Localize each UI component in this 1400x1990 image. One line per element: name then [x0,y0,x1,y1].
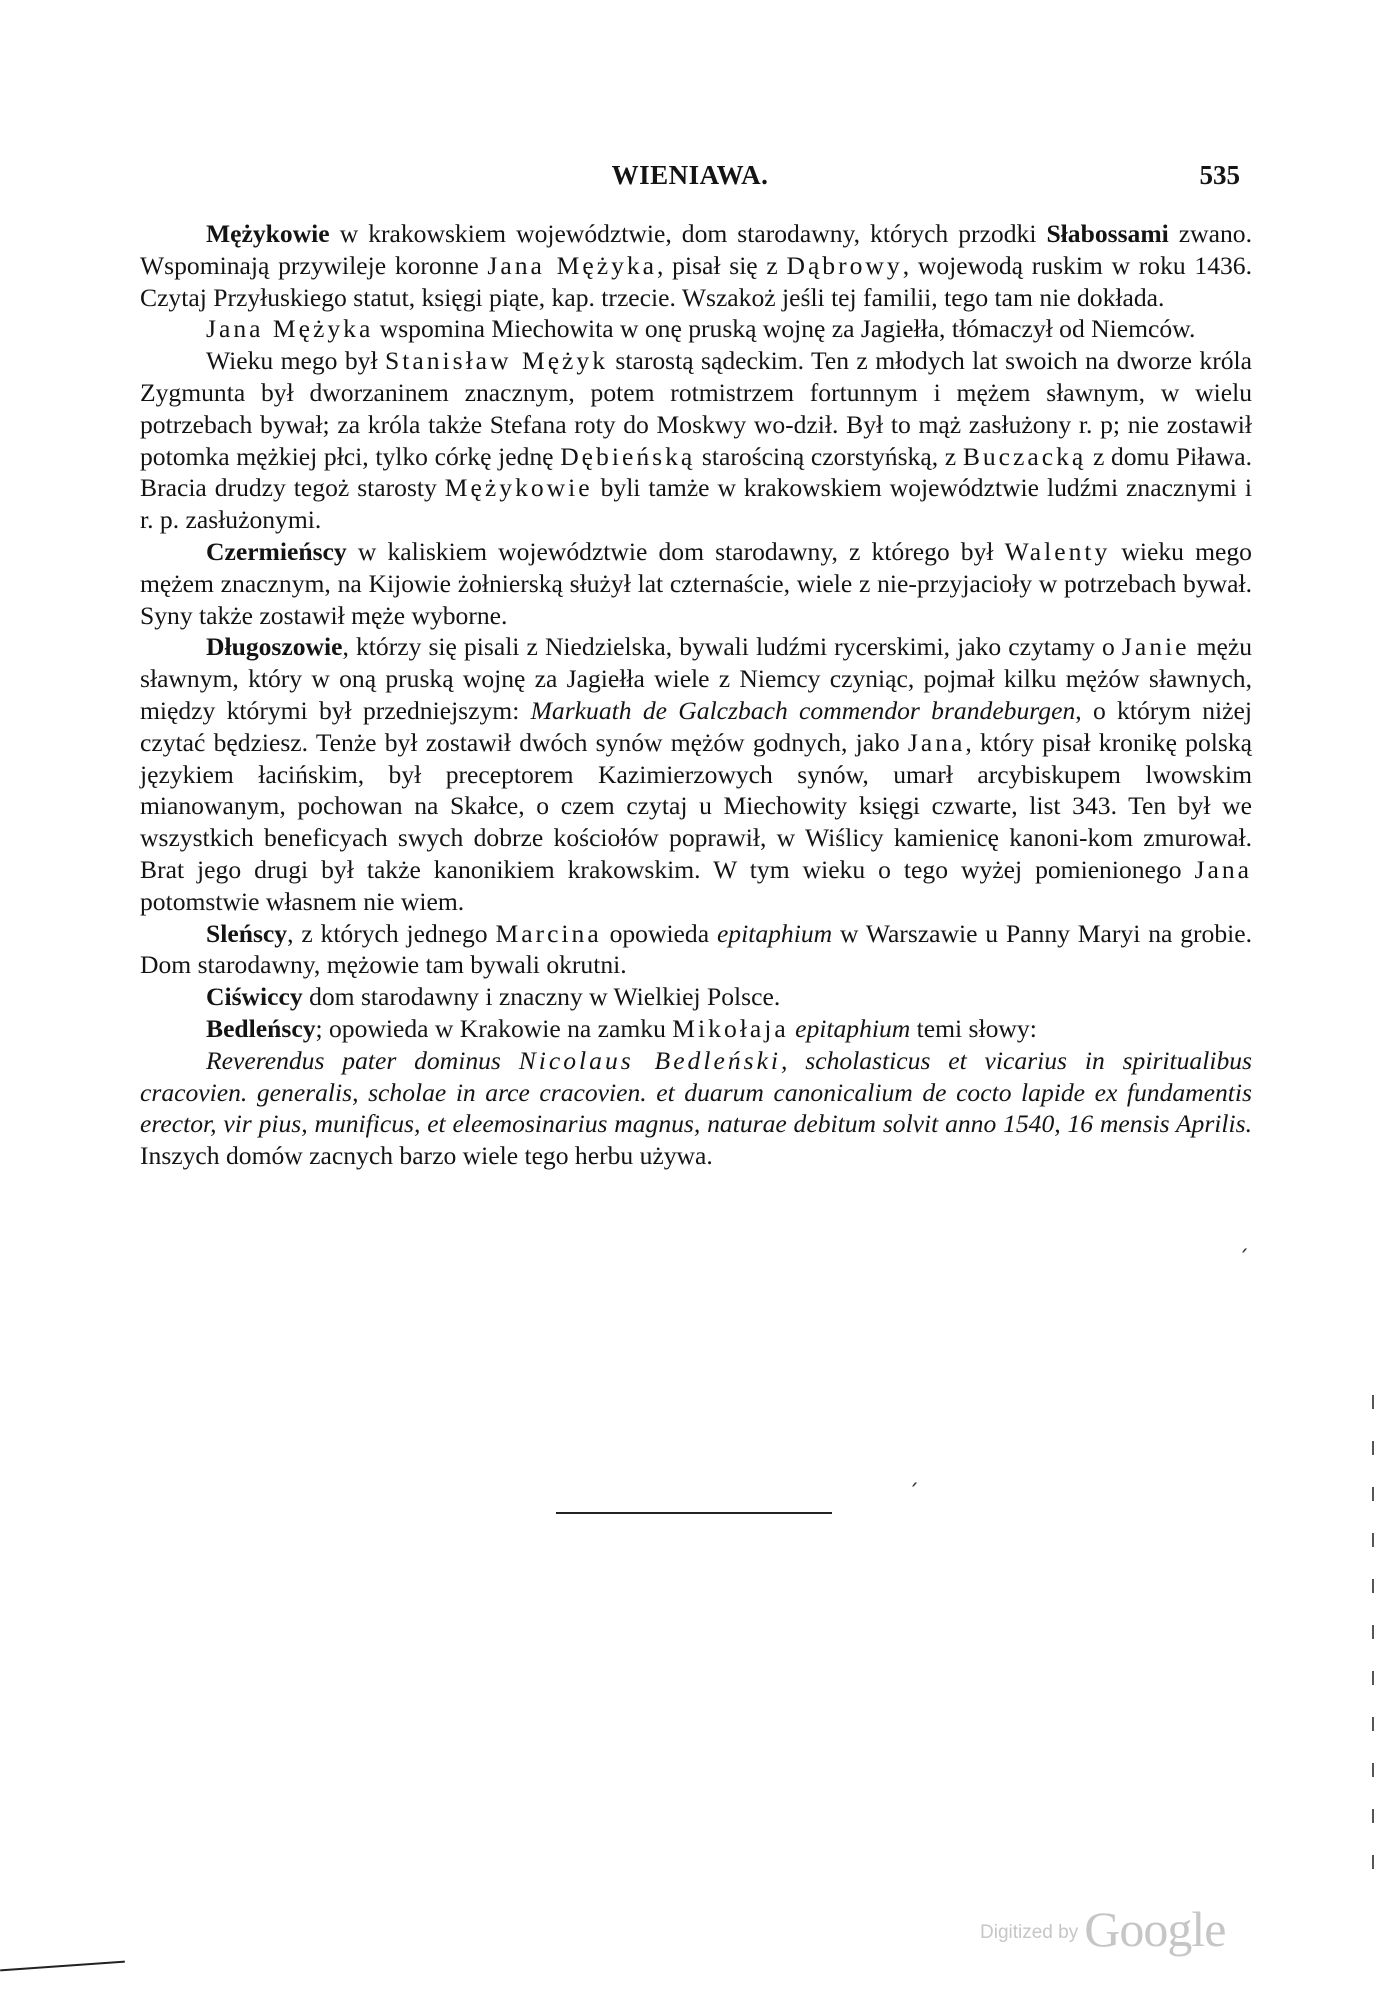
italic-text: Markuath de Galczbach commendor brandeburgen [530,695,1076,725]
spaced-name: Mężykowie [444,473,593,503]
family-name: Czermieńscy [206,536,347,566]
spaced-name: Jana [1194,854,1252,884]
paragraph-jan-mezyk [140,313,1252,345]
spaced-name: Dębieńską [560,441,696,471]
spaced-name: Walenty [1004,536,1111,566]
family-name: Słabossami [1046,219,1169,248]
paragraph-text: zwano. Wspominają przywileje koronne [140,219,1252,280]
paragraph-bedlenscy [140,1013,1252,1045]
family-name: Sleńscy [206,918,288,948]
italic-text: , scholasticus et vicarius in spiritualibus cracovien. generalis, scholae in arce cracovien. et duarum canonicalium de cocto lapide ex fundamentis erector, vir pius, munificus, et eleemosinarius magnus, naturae debitum solvit anno 1540, 16 mensis Aprilis. [140,1045,1252,1139]
paragraph-text: mężu sławnym, który w oną pruską wojnę za Jagiełła wiele z Niemcy czyniąc, pojmał kilku mężów sławnych, między którymi był przedniejszym: [140,632,1252,725]
paragraph-stanislaw-mezyk [140,345,1252,536]
paragraph-text: wspomina Miechowita w onę pruską wojnę za Jagiełła, tłómaczył od Niemców. [373,314,1196,344]
paragraph-dlugoszowie [140,631,1252,917]
paragraph-text: dom starodawny i znaczny w Wielkiej Polsce. [302,982,781,1012]
spaced-name: Marcina [495,918,602,948]
paragraph-ciswiccy [140,981,1252,1013]
spaced-name: Dąbrowy [786,250,903,280]
paragraph-text: w krakowskiem województwie, dom starodawny, których przodki [329,219,1047,248]
paragraph-text: , pisał się z [657,250,787,280]
spaced-name: Jana [907,727,966,757]
paragraph-text: byli tamże w krakowskiem województwie ludźmi znacznymi i r. p. zasłużonymi. [140,473,1252,535]
family-name: Mężykowie [206,219,330,248]
scan-mark: ˏ [908,1462,919,1487]
paragraph-mezykowie [140,218,1252,313]
scan-edge-marks [1372,1395,1375,1915]
paragraph-text: starościną czorstyńską, z [695,441,963,471]
paragraph-slenscy [140,918,1252,982]
italic-text: Reverendus pater dominus [206,1045,519,1075]
spaced-name: Mikołaja [672,1013,789,1043]
paragraph-text: opowieda [601,918,717,948]
page-title: WIENIAWA. [611,160,769,190]
paragraph-text: potomstwie własnem nie wiem. [140,886,465,916]
spaced-name: Stanisław Mężyk [385,346,609,376]
digitized-watermark [980,1900,1225,1960]
paragraph-czermienscy [140,536,1252,631]
paragraph-text: , z których jednego [287,918,496,948]
section-end-rule [556,1512,832,1514]
article-body [140,218,1252,1172]
watermark-prefix: Digitized by [980,1922,1079,1943]
paragraph-text: w kaliskiem województwie dom starodawny, z którego był [346,536,1005,566]
paragraph-epitaph [140,1045,1252,1172]
paragraph-text: temi słowy: [910,1013,1037,1043]
paragraph-text: starostą sądeckim. Ten z młodych lat swoich na dworze króla Zygmunta był dworzaninem znacznym, potem rotmistrzem fortunnym i mężem sławnym, w wielu potrzebach bywał; za króla także Stefana roty do Moskwy wo-dził. Był to mąż zasłużony r. p; nie zostawił potomka mężkiej płci, tylko córkę jednę [140,346,1252,471]
running-header [140,160,1240,200]
spaced-name: Janie [1121,632,1190,662]
page-number: 535 [1199,160,1240,190]
paragraph-text: , którzy się pisali z Niedzielska, bywali ludźmi rycerskimi, jako czytamy o [342,632,1122,662]
paragraph-text: wieku mego mężem znacznym, na Kijowie żołnierską służył lat czternaście, wiele z nie-przyjacioły w potrzebach bywał. Syny także zostawił męże wyborne. [140,536,1252,630]
paragraph-text: Wieku mego był [206,346,385,376]
italic-text: epitaphium [795,1013,911,1043]
paragraph-text: z domu Piława. Bracia drudzy tegoż starosty [140,441,1252,503]
paragraph-text: , wojewodą ruskim w roku 1436. Czytaj Przyłuskiego statut, księgi piąte, kap. trzecie. Wszakoż jeśli tej familii, tego tam nie dokłada. [140,250,1252,312]
family-name: Długoszowie [206,632,343,662]
spaced-name: Jana Mężyka [206,314,374,344]
paragraph-text: , który pisał kronikę polską językiem łacińskim, był preceptorem Kazimierzowych synów, umarł arcybiskupem lwowskim mianowanym, pochowan na Skałce, o czem czytaj u Miechowity księgi czwarte, list 343. Ten był we wszystkich beneficyach swych dobrze kościołów poprawił, w Wiślicy kamienicę kanoni-kom zmurował. Brat jego drugi był także kanonikiem krakowskim. W tym wieku o tego wyżej pomienionego [140,727,1252,884]
family-name: Bedleńscy [206,1013,316,1043]
spaced-name: Buczacką [962,441,1087,471]
spaced-name: Jana Mężyka [487,250,658,280]
spaced-name: Nicolaus Bedleński [518,1045,782,1075]
paragraph-text: Inszych domów zacnych barzo wiele tego herbu używa. [140,1141,713,1171]
scan-mark: ˏ [1238,1228,1249,1253]
google-logo: Google [1084,1901,1226,1957]
italic-text: epitaphium [716,918,833,948]
scan-margin-stroke [0,1961,125,1972]
paragraph-text: , o którym niżej czytać będziesz. Tenże był zostawił dwóch synów mężów godnych, jako [140,695,1252,757]
paragraph-text: w Warszawie u Panny Maryi na grobie. Dom starodawny, mężowie tam bywali okrutni. [140,918,1252,980]
paragraph-text: ; opowieda w Krakowie na zamku [315,1013,673,1043]
family-name: Ciświccy [206,982,303,1012]
